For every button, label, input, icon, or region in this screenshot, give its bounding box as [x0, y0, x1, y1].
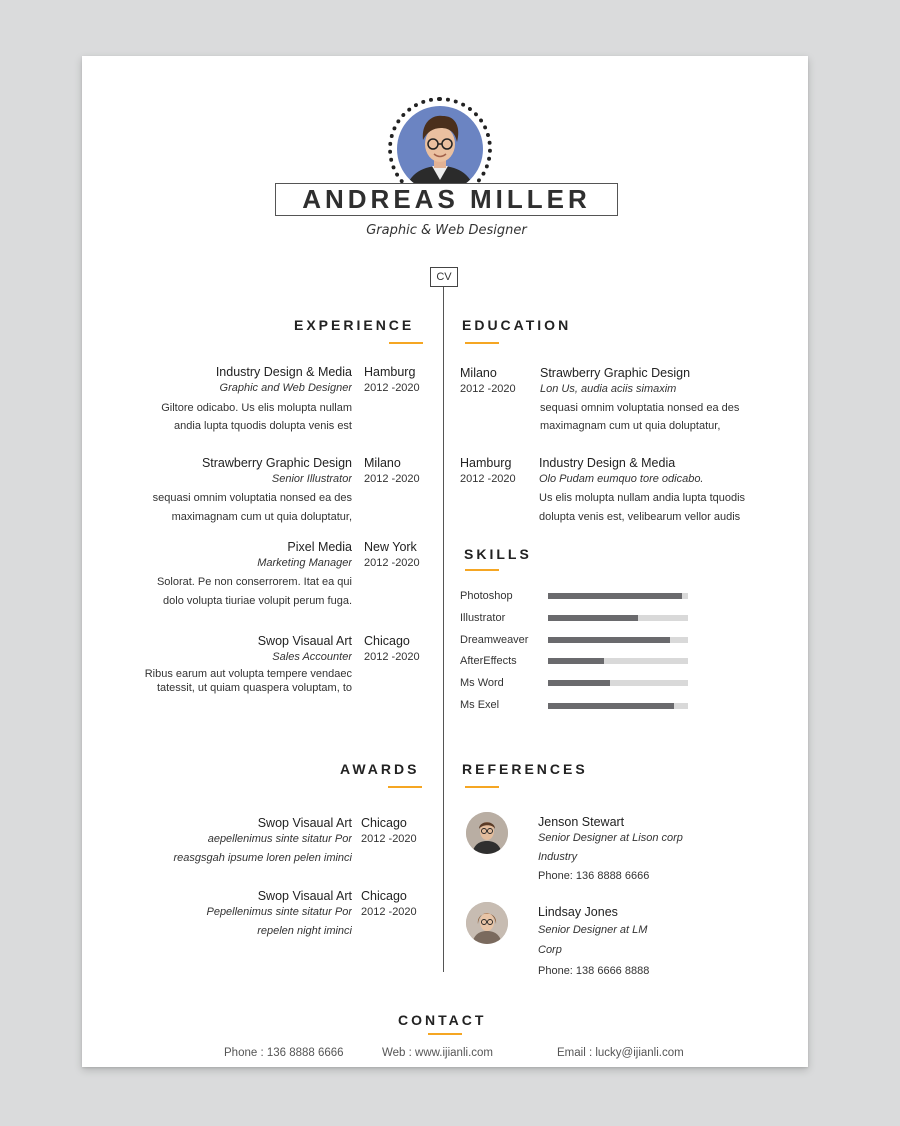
- exp-role: Marketing Manager: [257, 557, 352, 569]
- exp-company: Swop Visaual Art: [257, 634, 352, 648]
- contact-underline: [428, 1033, 462, 1035]
- exp-company: Industry Design & Media: [215, 365, 352, 379]
- center-divider: [443, 287, 444, 972]
- award-desc-line2: repelen night iminci: [257, 925, 352, 937]
- award-desc-line2: reasgsgah ipsume loren pelen iminci: [173, 852, 352, 864]
- contact-heading: CONTACT: [398, 1012, 487, 1028]
- edu-desc-line1: Us elis molupta nullam andia lupta tquodis: [539, 492, 746, 504]
- exp-company: Strawberry Graphic Design: [201, 456, 352, 470]
- award-city: Chicago: [361, 816, 407, 830]
- skill-bar-track: [548, 658, 688, 664]
- exp-role: Graphic and Web Designer: [219, 382, 352, 394]
- person-name: ANDREAS MILLER: [302, 184, 591, 214]
- exp-city: New York: [364, 540, 417, 554]
- edu-city: Hamburg: [460, 456, 512, 470]
- edu-school: Strawberry Graphic Design: [540, 366, 691, 380]
- award-desc-line1: aepellenimus sinte sitatur Por: [207, 833, 352, 845]
- exp-role: Sales Accounter: [272, 651, 352, 663]
- exp-desc-line2: maximagnam cum ut quia doluptatur,: [171, 511, 352, 523]
- reference-avatar: [466, 812, 508, 854]
- skill-bar-fill: [548, 615, 638, 621]
- skill-bar-track: [548, 593, 688, 599]
- edu-desc-line1: sequasi omnim voluptatia nonsed ea des: [540, 402, 740, 414]
- reference-name: Jenson Stewart: [538, 815, 625, 829]
- exp-years: 2012 -2020: [364, 473, 420, 485]
- skill-bar-fill: [548, 593, 682, 599]
- edu-school: Industry Design & Media: [539, 456, 676, 470]
- award-city: Chicago: [361, 889, 407, 903]
- reference-phone: Phone: 136 8888 6666: [538, 870, 650, 882]
- edu-role: Olo Pudam eumquo tore odicabo.: [539, 473, 704, 485]
- references-underline: [465, 786, 499, 788]
- awards-heading: AWARDS: [340, 761, 420, 777]
- skill-bar-fill: [548, 658, 604, 664]
- edu-years: 2012 -2020: [460, 383, 516, 395]
- reference-role-line2: Industry: [538, 851, 578, 863]
- skill-bar-track: [548, 703, 688, 709]
- skill-bar-track: [548, 637, 688, 643]
- edu-role: Lon Us, audia aciis simaxim: [540, 383, 677, 395]
- exp-company: Pixel Media: [287, 540, 352, 554]
- exp-desc-line2: dolo volupta tiuriae volupit perum fuga.: [163, 595, 352, 607]
- skill-name: Ms Word: [460, 677, 504, 689]
- edu-desc-line2: dolupta venis est, velibearum vellor audis: [539, 511, 741, 523]
- exp-desc-line1: sequasi omnim voluptatia nonsed ea des: [152, 492, 352, 504]
- skill-bar-track: [548, 680, 688, 686]
- reference-phone: Phone: 138 6666 8888: [538, 965, 650, 977]
- skills-underline: [465, 569, 499, 571]
- job-title: Graphic & Web Designer: [366, 223, 527, 238]
- skill-name: Ms Exel: [460, 699, 500, 711]
- exp-desc-line1: Ribus earum aut volupta tempere vendaec: [144, 668, 352, 680]
- exp-city: Milano: [364, 456, 401, 470]
- skill-name: Photoshop: [460, 590, 513, 602]
- edu-desc-line2: maximagnam cum ut quia doluptatur,: [540, 420, 721, 432]
- awards-underline: [388, 786, 422, 788]
- exp-years: 2012 -2020: [364, 382, 420, 394]
- award-desc-line1: Pepellenimus sinte sitatur Por: [206, 906, 352, 918]
- reference-avatar: [466, 902, 508, 944]
- skill-bar-fill: [548, 703, 674, 709]
- experience-heading: EXPERIENCE: [294, 317, 415, 333]
- reference-name: Lindsay Jones: [538, 905, 618, 919]
- award-years: 2012 -2020: [361, 833, 417, 845]
- contact-web[interactable]: Web : www.ijianli.com: [382, 1047, 493, 1059]
- education-heading: EDUCATION: [462, 317, 572, 333]
- exp-desc-line2: tatessit, ut quiam quaspera voluptam, to: [156, 682, 352, 694]
- award-years: 2012 -2020: [361, 906, 417, 918]
- reference-role-line2: Corp: [538, 944, 562, 956]
- skill-name: AfterEffects: [460, 655, 517, 667]
- skill-bar-fill: [548, 680, 610, 686]
- skills-heading: SKILLS: [464, 546, 532, 562]
- exp-role: Senior Illustrator: [271, 473, 352, 485]
- contact-phone: Phone : 136 8888 6666: [224, 1047, 344, 1059]
- edu-city: Milano: [460, 366, 497, 380]
- exp-years: 2012 -2020: [364, 651, 420, 663]
- edu-years: 2012 -2020: [460, 473, 516, 485]
- skill-bar-fill: [548, 637, 670, 643]
- cv-badge: CV: [430, 267, 458, 287]
- exp-city: Hamburg: [364, 365, 416, 379]
- reference-role-line1: Senior Designer at Lison corp: [538, 832, 683, 844]
- exp-city: Chicago: [364, 634, 410, 648]
- award-title: Swop Visaual Art: [257, 816, 352, 830]
- name-box: [275, 183, 618, 216]
- profile-photo: [397, 106, 483, 192]
- education-underline: [465, 342, 499, 344]
- experience-underline: [389, 342, 423, 344]
- exp-years: 2012 -2020: [364, 557, 420, 569]
- skill-bar-track: [548, 615, 688, 621]
- skill-name: Illustrator: [460, 612, 506, 624]
- references-heading: REFERENCES: [462, 761, 588, 777]
- reference-role-line1: Senior Designer at LM: [538, 924, 648, 936]
- exp-desc-line1: Solorat. Pe non conserrorem. Itat ea qui: [156, 576, 352, 588]
- award-title: Swop Visaual Art: [257, 889, 352, 903]
- contact-email[interactable]: Email : lucky@ijianli.com: [557, 1047, 684, 1059]
- skill-name: Dreamweaver: [460, 634, 529, 646]
- exp-desc-line2: andia lupta tquodis dolupta venis est: [174, 420, 352, 432]
- exp-desc-line1: Giltore odicabo. Us elis molupta nullam: [161, 402, 352, 414]
